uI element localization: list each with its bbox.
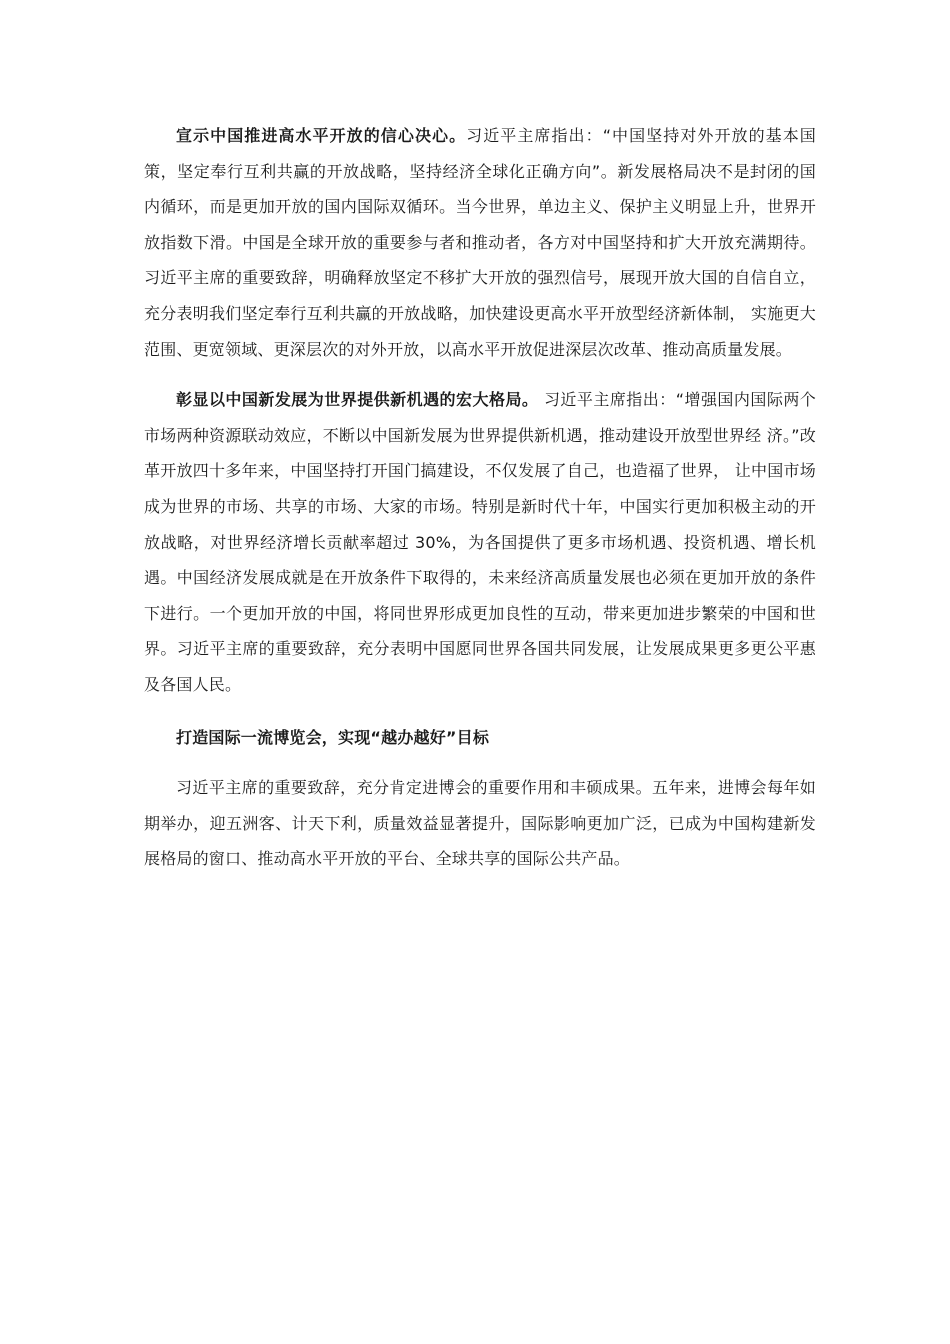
paragraph-expo-achievements: 习近平主席的重要致辞，充分肯定进博会的重要作用和丰硕成果。五年来，进博会每年如期举办，迎五洲客、计天下利，质量效益显著提升，国际影响更加广泛，已成为中国构建新发展格局的窗口、推动高水平开放的平台、全球共享的国际公共产品。	[144, 778, 816, 869]
paragraph-lead-new-opportunities: 彰显以中国新发展为世界提供新机遇的宏大格局。	[176, 390, 539, 410]
section-heading: 打造国际一流博览会，实现“越办越好”目标	[176, 727, 490, 747]
paragraph-text-open-confidence: 习近平主席指出：“中国坚持对外开放的基本国策，坚定奉行互利共赢的开放战略，坚持经济全球化正确方向”。新发展格局决不是封闭的国内循环，而是更加开放的国内国际双循环。当今世界，单边主义、保护主义明显上升，世界开放指数下滑。中国是全球开放的重要参与者和推动者，各方对中国坚持和扩大开放充满期待。习近平主席的重要致辞，明确释放坚定不移扩大开放的强烈信号，展现开放大国的自信自立，充分表明我们坚定奉行互利共赢的开放战略，加快建设更高水平开放型经济新体制， 实施更大范围、更宽领域、更深层次的对外开放，以高水平开放促进深层次改革、推动高质量发展。	[144, 126, 816, 359]
paragraph-text-new-opportunities: 习近平主席指出：“增强国内国际两个市场两种资源联动效应，不断以中国新发展为世界提供新机遇，推动建设开放型世界经 济。”改革开放四十多年来，中国坚持打开国门搞建设，不仅发展了自己，也造福了世界， 让中国市场成为世界的市场、共享的市场、大家的市场。特别是新时代十年，中国实行更加积极主动的开放战略，对世界经济增长贡献率超过 30%，为各国提供了更多市场机遇、投资机遇、增长机遇。中国经济发展成就是在开放条件下取得的，未来经济高质量发展也必须在更加开放的条件下进行。一个更加开放的中国，将同世界形成更加良性的互动，带来更加进步繁荣的中国和世界。习近平主席的重要致辞，充分表明中国愿同世界各国共同发展，让发展成果更多更公平惠及各国人民。	[144, 390, 816, 694]
paragraph-open-confidence	[144, 118, 816, 367]
paragraph-lead-open-confidence: 宣示中国推进高水平开放的信心决心。	[176, 126, 467, 145]
document-body	[144, 118, 816, 877]
paragraph-new-opportunities	[144, 382, 816, 702]
